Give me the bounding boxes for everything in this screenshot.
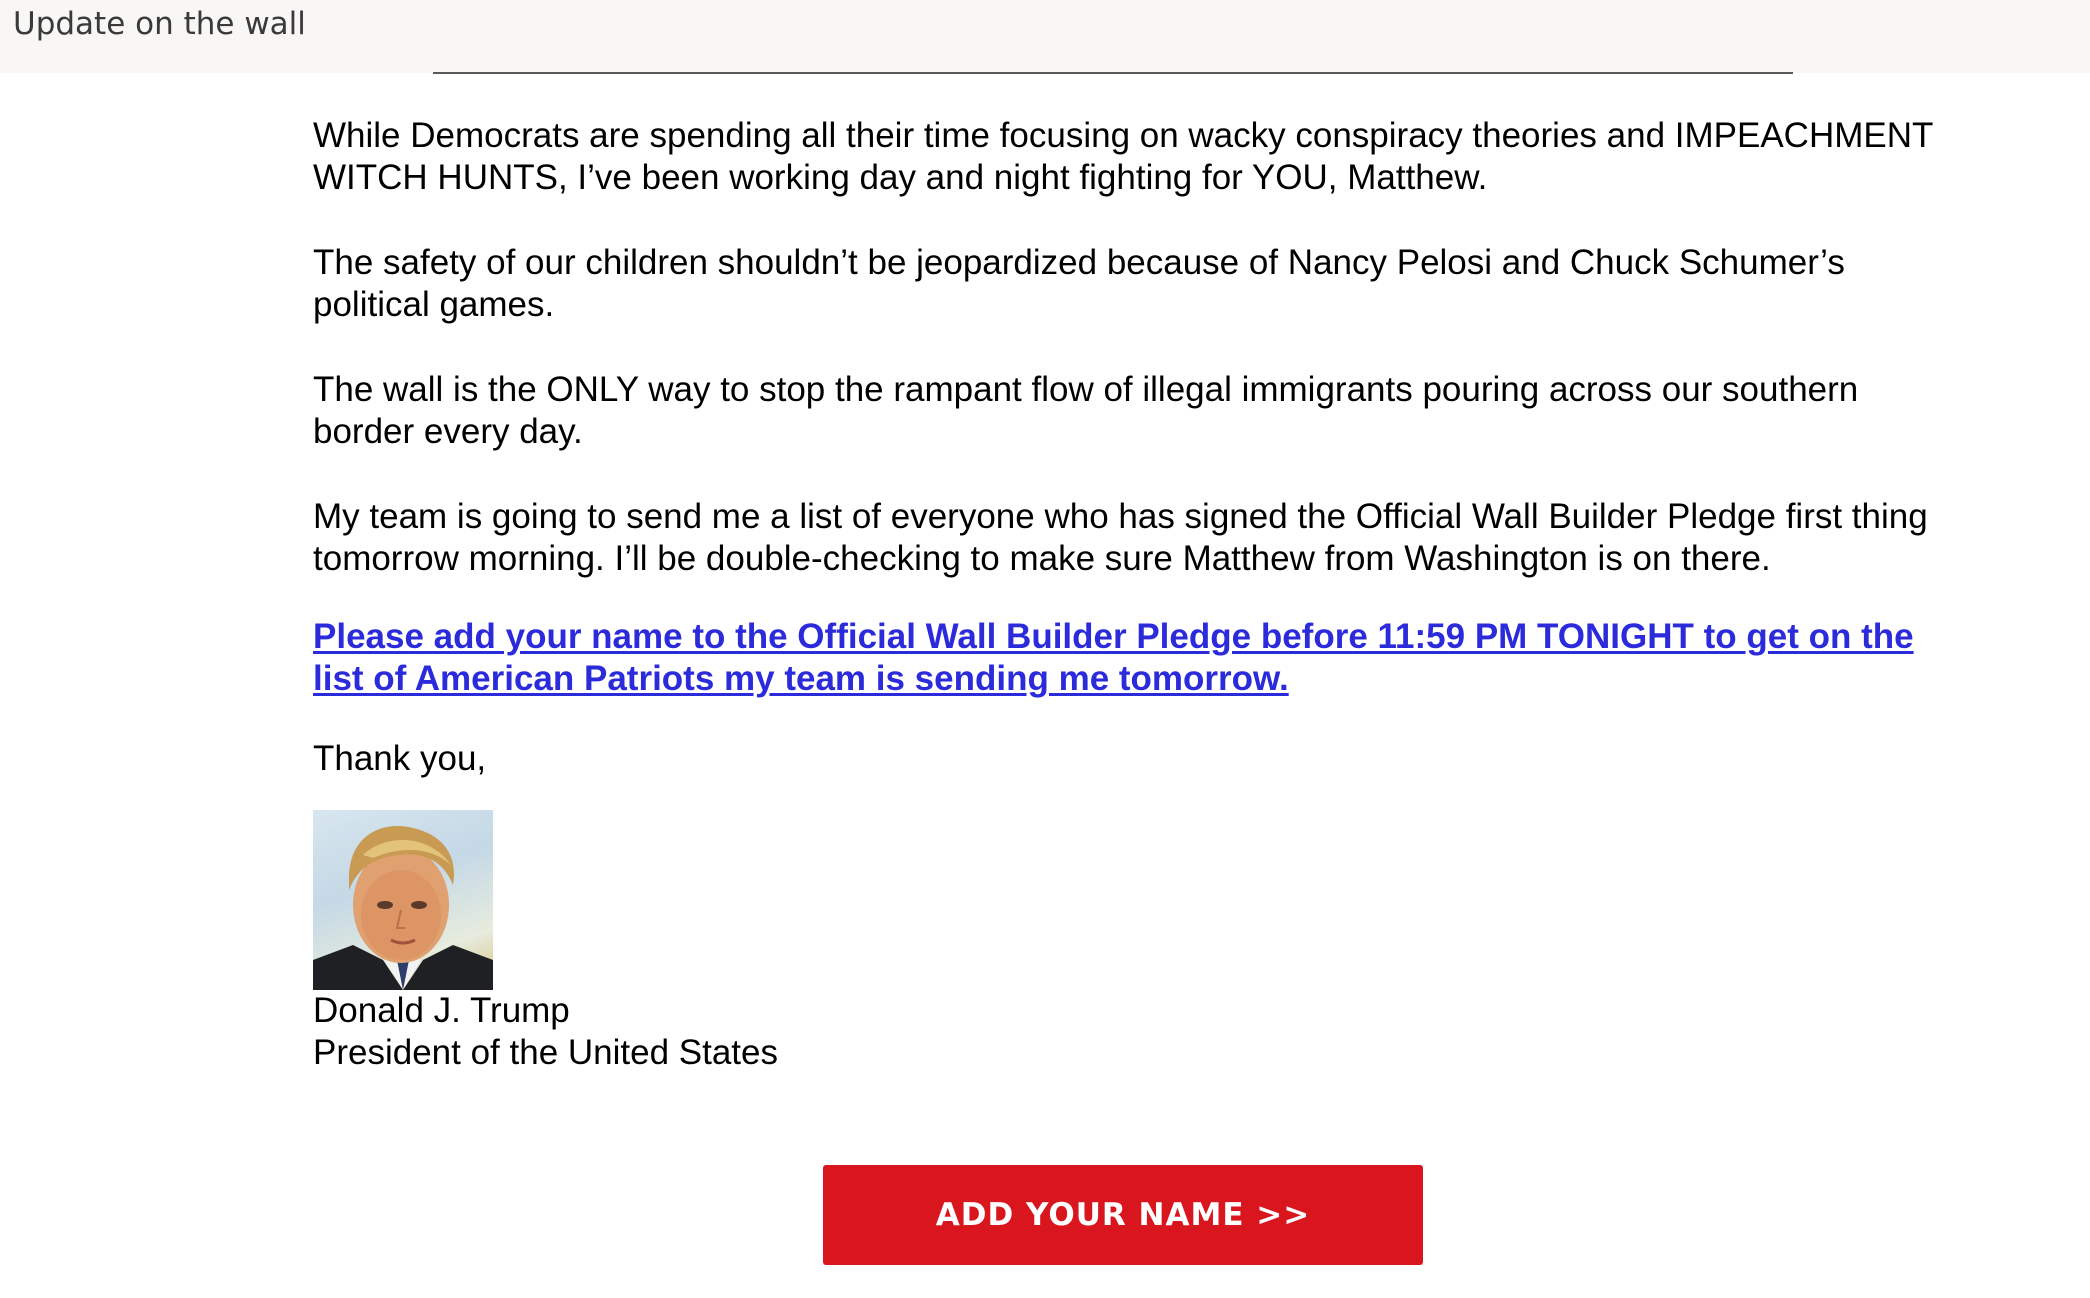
body-paragraph: My team is going to send me a list of everyone who has signed the Official Wall Builder Pledge first thing tomorrow morning. I’ll be double-checking to make sure Matthew from Washington is on there.	[313, 497, 1928, 578]
pledge-link[interactable]: Please add your name to the Official Wall Builder Pledge before 11:59 PM TONIGHT to get on the list of American Patriots my team is sending me tomorrow.	[313, 617, 1914, 698]
closing-text: Thank you,	[313, 739, 487, 778]
signature-title: President of the United States	[313, 1033, 778, 1072]
add-your-name-button[interactable]: ADD YOUR NAME >>	[823, 1165, 1423, 1265]
portrait-image	[313, 810, 493, 990]
body-paragraph: While Democrats are spending all their time focusing on wacky conspiracy theories and IMPEACHMENT WITCH HUNTS, I’ve been working day and night fighting for YOU, Matthew.	[313, 116, 1933, 197]
email-body	[313, 115, 1953, 1074]
body-paragraph: The wall is the ONLY way to stop the rampant flow of illegal immigrants pouring across our southern border every day.	[313, 370, 1859, 451]
body-paragraph: The safety of our children shouldn’t be jeopardized because of Nancy Pelosi and Chuck Schumer’s political games.	[313, 243, 1845, 324]
signature-photo	[313, 810, 493, 990]
email-header	[0, 0, 2090, 73]
signature-name: Donald J. Trump	[313, 991, 570, 1030]
email-subject: Update on the wall	[13, 6, 306, 42]
divider	[433, 72, 1793, 74]
